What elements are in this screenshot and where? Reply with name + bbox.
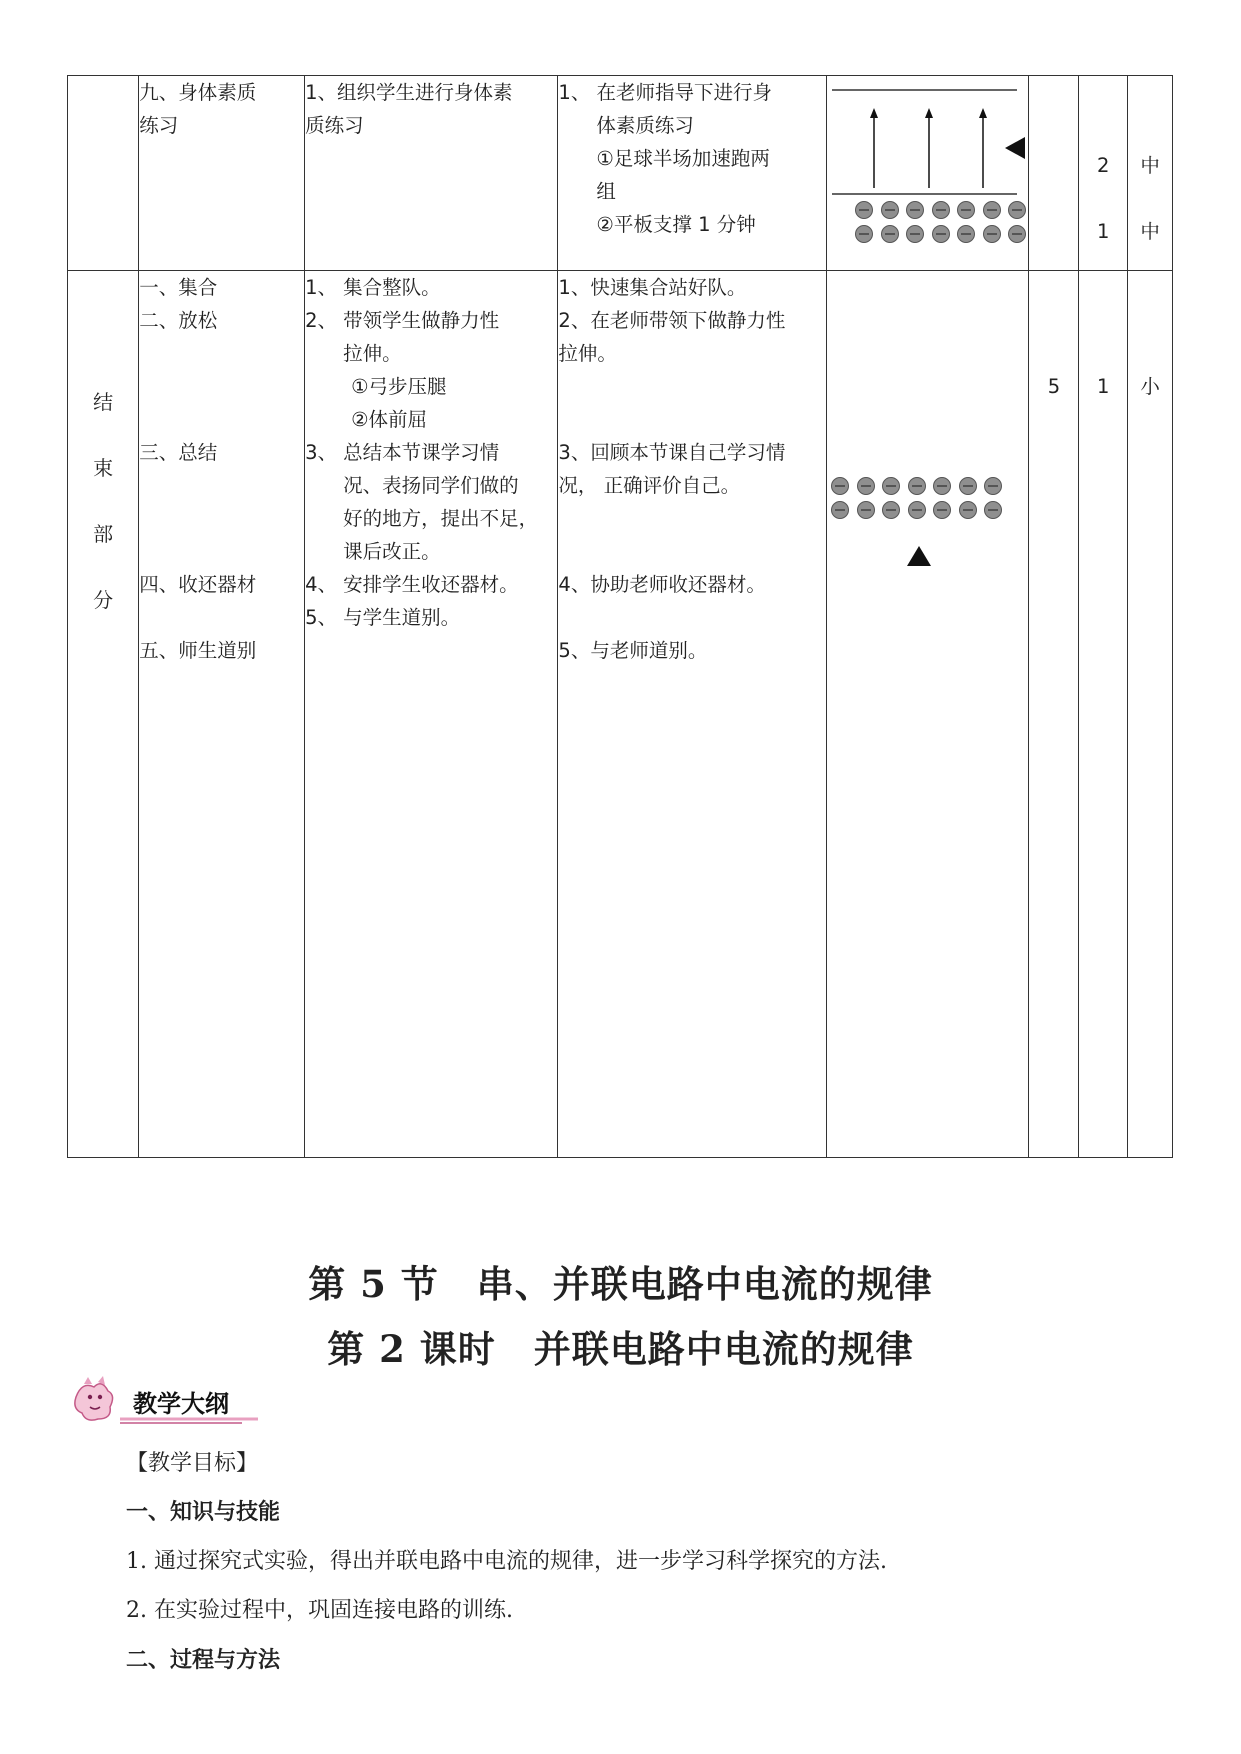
student-icon xyxy=(932,225,950,243)
intensity-value: 中 xyxy=(1140,154,1160,177)
student-line: 2、在老师带领下做静力性 xyxy=(558,309,786,332)
teacher-cell xyxy=(305,271,558,1158)
student-icon xyxy=(983,225,1001,243)
student-icon xyxy=(908,501,926,519)
content-line: 一、集合 xyxy=(139,276,218,299)
student-line: 3、回顾本节课自己学习情 xyxy=(558,441,786,464)
student-icon xyxy=(984,477,1002,495)
intensity-value: 中 xyxy=(1140,220,1160,243)
student-line: ①足球半场加速跑两 xyxy=(596,147,770,170)
student-icon xyxy=(881,201,899,219)
student-line: 5、与老师道别。 xyxy=(558,639,708,662)
teacher-line: 2、 带领学生做静力性 xyxy=(305,309,500,332)
teacher-triangle-icon xyxy=(1005,137,1025,159)
student-icon xyxy=(984,501,1002,519)
intensity-cell xyxy=(1128,271,1173,1158)
section-char: 分 xyxy=(93,588,114,612)
knowledge-heading: 一、知识与技能 xyxy=(126,1499,281,1525)
teacher-line: 况、表扬同学们做的 xyxy=(343,474,519,497)
student-line: 组 xyxy=(596,180,616,203)
student-cell xyxy=(558,271,827,1158)
objectives-heading: 【教学目标】 xyxy=(126,1451,259,1476)
student-row xyxy=(855,201,1034,222)
run-arrow xyxy=(979,108,987,188)
student-icon xyxy=(855,225,873,243)
student-icon xyxy=(983,201,1001,219)
student-icon xyxy=(882,501,900,519)
student-line: 体素质练习 xyxy=(596,114,694,137)
count-value: 1 xyxy=(1097,375,1110,398)
teacher-line: 1、 集合整队。 xyxy=(305,276,441,299)
section-char: 部 xyxy=(93,522,114,546)
teacher-line: ①弓步压腿 xyxy=(351,375,447,398)
student-icon xyxy=(881,225,899,243)
count-value: 2 xyxy=(1097,154,1110,177)
teacher-line: ②体前屈 xyxy=(351,408,428,431)
table-row xyxy=(68,271,1173,1158)
process-heading: 二、过程与方法 xyxy=(126,1647,281,1673)
section-char: 结 xyxy=(93,390,114,414)
content-cell xyxy=(139,76,305,271)
teacher-line: 质练习 xyxy=(305,114,364,137)
student-line: 拉伸。 xyxy=(558,342,617,365)
student-icon xyxy=(857,501,875,519)
content-line: 五、师生道别 xyxy=(139,639,257,662)
content-line: 二、放松 xyxy=(139,309,218,332)
objective-item: 1. 通过探究式实验，得出并联电路中电流的规律，进一步学习科学探究的方法. xyxy=(126,1549,887,1574)
teacher-line: 课后改正。 xyxy=(343,540,441,563)
student-line: 况， 正确评价自己。 xyxy=(558,474,741,497)
section-title: 第 5 节 串、并联电路中电流的规律 xyxy=(308,1262,933,1306)
student-icon xyxy=(1008,225,1026,243)
student-icon xyxy=(933,501,951,519)
run-arrow xyxy=(925,108,933,188)
time-cell xyxy=(1029,76,1079,271)
teacher-cell xyxy=(305,76,558,271)
teacher-line: 1、组织学生进行身体素 xyxy=(305,81,513,104)
teacher-line: 拉伸。 xyxy=(343,342,402,365)
student-icon xyxy=(857,477,875,495)
content-line: 三、总结 xyxy=(139,441,218,464)
count-cell xyxy=(1079,76,1128,271)
student-icon xyxy=(957,201,975,219)
student-icon xyxy=(831,477,849,495)
student-icon xyxy=(906,201,924,219)
student-line: 4、协助老师收还器材。 xyxy=(558,573,766,596)
intensity-cell xyxy=(1128,76,1173,271)
intensity-value: 小 xyxy=(1140,375,1160,398)
teacher-triangle-icon xyxy=(905,544,935,568)
teacher-line: 好的地方，提出不足， xyxy=(343,507,539,530)
student-icon xyxy=(1008,201,1026,219)
lesson-plan-table xyxy=(67,75,1173,1158)
objective-item: 2. 在实验过程中，巩固连接电路的训练. xyxy=(126,1598,513,1623)
student-line: 1、快速集合站好队。 xyxy=(558,276,747,299)
student-icon xyxy=(855,201,873,219)
teacher-line: 3、 总结本节课学习情 xyxy=(305,441,500,464)
teacher-line: 4、 安排学生收还器材。 xyxy=(305,573,519,596)
student-row xyxy=(831,477,1010,498)
student-line: 1、 在老师指导下进行身 xyxy=(558,81,773,104)
student-line: ②平板支撑 1 分钟 xyxy=(596,213,756,236)
student-row xyxy=(855,225,1034,246)
student-icon xyxy=(959,477,977,495)
time-cell xyxy=(1029,271,1079,1158)
table-row xyxy=(68,76,1173,271)
closing-formation-diagram xyxy=(827,271,1029,1158)
lesson-title: 第 2 课时 并联电路中电流的规律 xyxy=(327,1327,914,1371)
section-char: 束 xyxy=(93,456,114,480)
student-icon xyxy=(957,225,975,243)
content-cell xyxy=(139,271,305,1158)
student-icon xyxy=(932,201,950,219)
content-line: 九、身体素质 xyxy=(139,81,257,104)
student-icon xyxy=(933,477,951,495)
run-arrow xyxy=(870,108,878,188)
content-line: 四、收还器材 xyxy=(139,573,257,596)
student-icon xyxy=(959,501,977,519)
time-value: 5 xyxy=(1047,375,1061,398)
student-row xyxy=(831,501,1010,522)
teacher-line: 5、 与学生道别。 xyxy=(305,606,461,629)
student-icon xyxy=(882,477,900,495)
syllabus-banner-label: 教学大纲 xyxy=(133,1390,229,1418)
section-label-cell xyxy=(68,271,139,1158)
count-value: 1 xyxy=(1097,220,1110,243)
content-line: 练习 xyxy=(139,114,179,137)
student-cell xyxy=(558,76,827,271)
student-icon xyxy=(908,477,926,495)
sprint-formation-diagram xyxy=(827,76,1029,271)
student-icon xyxy=(831,501,849,519)
section-cell-empty xyxy=(68,76,139,271)
count-cell xyxy=(1079,271,1128,1158)
student-icon xyxy=(906,225,924,243)
